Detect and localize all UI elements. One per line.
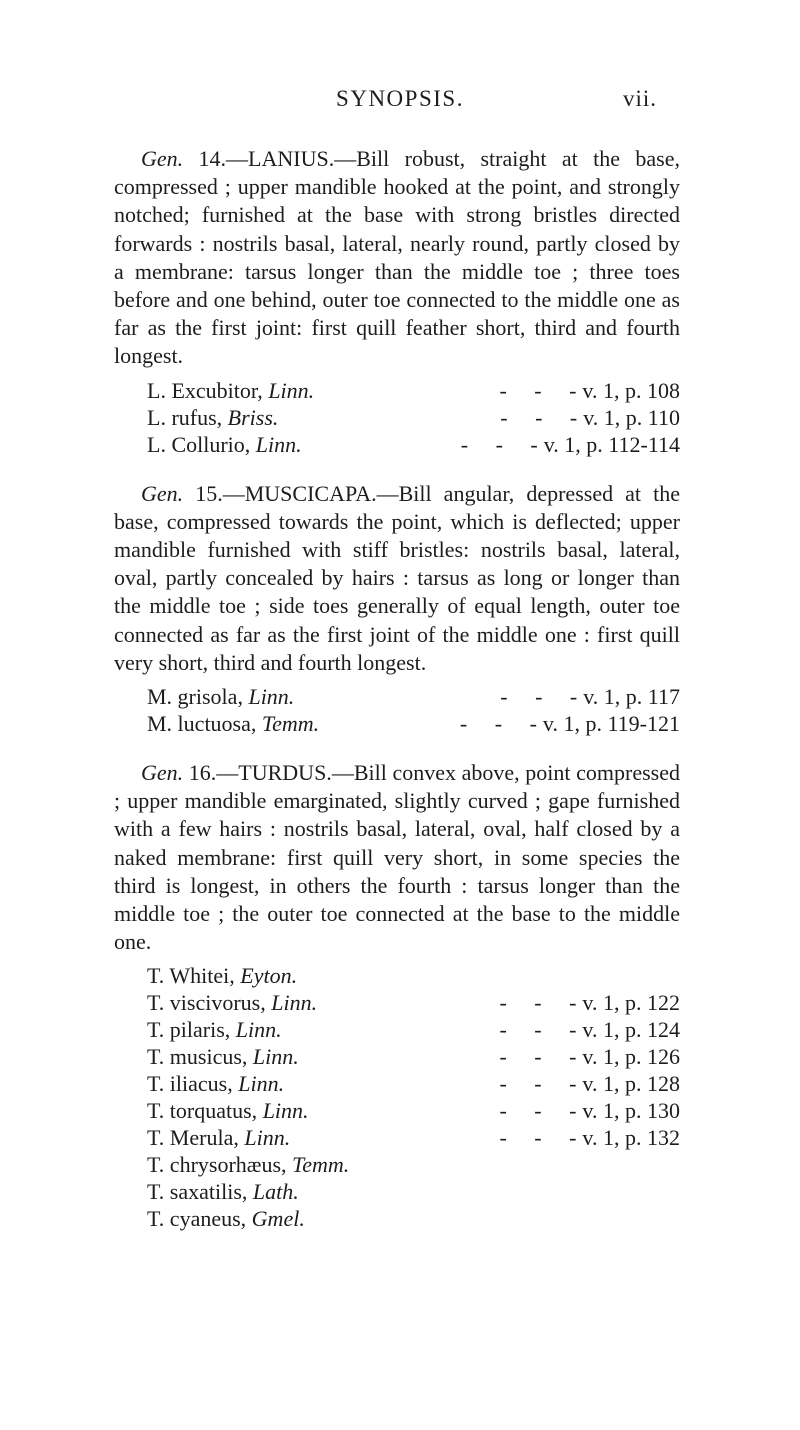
species-name: T. viscivorus, bbox=[147, 990, 266, 1016]
species-name-group bbox=[147, 431, 302, 458]
species-reference: v. 1, p. 122 bbox=[582, 990, 680, 1016]
species-name-group bbox=[147, 1124, 290, 1151]
species-leader-dashes: - - - bbox=[499, 1071, 577, 1097]
genus-number: 14. bbox=[198, 146, 227, 171]
genus-label: Gen. bbox=[141, 760, 184, 786]
page-header bbox=[0, 86, 800, 116]
species-entry bbox=[147, 1097, 680, 1124]
species-name-group bbox=[147, 404, 278, 431]
species-name: T. Merula, bbox=[147, 1125, 239, 1151]
species-name: T. chrysorhæus, bbox=[147, 1152, 287, 1178]
species-reference: v. 1, p. 128 bbox=[582, 1071, 680, 1097]
species-entry bbox=[147, 989, 680, 1016]
species-entry bbox=[147, 1178, 680, 1205]
species-name-group bbox=[147, 1070, 284, 1097]
species-author: Linn. bbox=[252, 1044, 299, 1070]
species-reference: v. 1, p. 112-114 bbox=[543, 431, 680, 457]
species-leader-dashes bbox=[305, 1205, 680, 1232]
species-list bbox=[147, 683, 680, 737]
species-leader-dashes: - - - bbox=[499, 990, 577, 1016]
species-author: Linn. bbox=[238, 1071, 285, 1097]
species-author: Linn. bbox=[244, 1125, 291, 1151]
species-author: Linn. bbox=[262, 1098, 309, 1124]
species-name-group bbox=[147, 1016, 282, 1043]
genus-text: Bill convex above, point compressed ; upper mandible emarginated, slightly curved ; gape furnished with a few hairs : nostrils basal, lateral, oval, half closed by a naked membrane: first quill very short, in some species the third is longest, in others the fourth : tarsus longer than the middle toe ; the outer toe connected at the base to the middle one. bbox=[114, 760, 680, 955]
species-entry bbox=[147, 431, 680, 458]
species-author: Linn. bbox=[255, 431, 302, 457]
species-reference: v. 1, p. 117 bbox=[583, 684, 680, 710]
species-leader-dashes: - - - bbox=[500, 404, 578, 430]
genus-section bbox=[114, 759, 680, 1232]
species-leader-dashes: - - - bbox=[500, 684, 578, 710]
species-author: Briss. bbox=[227, 404, 279, 430]
species-name-group bbox=[147, 1043, 299, 1070]
species-name: T. cyaneus, bbox=[147, 1206, 247, 1232]
species-name: T. saxatilis, bbox=[147, 1179, 248, 1205]
genus-text: Bill angular, depressed at the base, compressed towards the point, which is deflected; upper mandible furnished with stiff bristles: nostrils basal, lateral, oval, partly concealed by hairs : tarsus as long or longer than the middle toe ; side toes generally of equal length, outer toe connected as far as the first joint of the middle one : first quill very short, third and fourth longest. bbox=[114, 480, 680, 675]
species-author: Linn. bbox=[248, 684, 295, 710]
genus-description: Gen. 14.—LANIUS.—Bill robust, straight at the base, compressed ; upper mandible hooked at the point, and strongly notched; furnished at the base with strong bristles directed forwards : nostrils basal, lateral, nearly round, partly closed by a membrane: tarsus longer than the middle toe ; three toes before and one behind, outer toe connected to the middle one as far as the first joint: first quill feather short, third and fourth longest. bbox=[114, 146, 680, 369]
running-title: SYNOPSIS. bbox=[336, 86, 464, 111]
species-leader-dashes bbox=[299, 1178, 680, 1205]
species-author: Linn. bbox=[268, 377, 315, 403]
species-author: Linn. bbox=[271, 990, 318, 1016]
genus-section bbox=[114, 145, 680, 458]
species-leader-dashes: - - - bbox=[499, 1017, 577, 1043]
species-name: T. musicus, bbox=[147, 1044, 248, 1070]
species-name-group bbox=[147, 377, 314, 404]
species-leader-dashes: - - - bbox=[460, 431, 538, 457]
genus-label: Gen. bbox=[141, 480, 184, 506]
species-entry bbox=[147, 1205, 680, 1232]
species-list bbox=[147, 962, 680, 1232]
species-entry bbox=[147, 1124, 680, 1151]
species-name-group bbox=[147, 1151, 349, 1178]
genus-name: MUSCICAPA. bbox=[244, 480, 377, 506]
genus-number: 16. bbox=[188, 760, 217, 786]
species-name: T. pilaris, bbox=[147, 1017, 231, 1043]
species-name-group bbox=[147, 962, 297, 989]
species-entry bbox=[147, 683, 680, 710]
species-author: Temm. bbox=[292, 1152, 350, 1178]
species-entry bbox=[147, 1043, 680, 1070]
genus-description: Gen. 15.—MUSCICAPA.—Bill angular, depressed at the base, compressed towards the point, which is deflected; upper mandible furnished with stiff bristles: nostrils basal, lateral, oval, partly concealed by hairs : tarsus as long or longer than the middle toe ; side toes generally of equal length, outer toe connected as far as the first joint of the middle one : first quill very short, third and fourth longest. bbox=[114, 480, 680, 675]
species-author: Eyton. bbox=[240, 963, 298, 989]
genus-description: Gen. 16.—TURDUS.—Bill convex above, point compressed ; upper mandible emarginated, slightly curved ; gape furnished with a few hairs : nostrils basal, lateral, oval, half closed by a naked membrane: first quill very short, in some species the third is longest, in others the fourth : tarsus longer than the middle toe ; the outer toe connected at the base to the middle one. bbox=[114, 760, 680, 955]
species-leader-dashes: - - - bbox=[499, 1125, 577, 1151]
species-name: L. rufus, bbox=[147, 404, 223, 430]
species-leader-dashes: - - - bbox=[459, 711, 537, 737]
genus-name: LANIUS. bbox=[248, 146, 335, 171]
species-reference: v. 1, p. 110 bbox=[583, 404, 680, 430]
species-reference: v. 1, p. 126 bbox=[582, 1044, 680, 1070]
species-author: Gmel. bbox=[251, 1206, 305, 1232]
species-name: M. luctuosa, bbox=[147, 711, 257, 737]
species-list bbox=[147, 377, 680, 458]
species-reference: v. 1, p. 130 bbox=[582, 1098, 680, 1124]
species-name-group bbox=[147, 710, 319, 737]
species-name-group bbox=[147, 989, 317, 1016]
genus-label: Gen. bbox=[141, 146, 184, 171]
species-name: T. iliacus, bbox=[147, 1071, 233, 1097]
genus-name: TURDUS. bbox=[238, 760, 332, 786]
species-name: M. grisola, bbox=[147, 684, 243, 710]
species-name-group bbox=[147, 1178, 299, 1205]
species-author: Lath. bbox=[252, 1179, 299, 1205]
species-name: T. Whitei, bbox=[147, 963, 235, 989]
species-entry bbox=[147, 1016, 680, 1043]
species-name-group bbox=[147, 1097, 309, 1124]
species-name-group bbox=[147, 683, 294, 710]
species-leader-dashes bbox=[297, 962, 680, 989]
species-leader-dashes bbox=[349, 1151, 680, 1178]
genus-section bbox=[114, 480, 680, 737]
species-leader-dashes: - - - bbox=[499, 1098, 577, 1124]
species-name: T. torquatus, bbox=[147, 1098, 258, 1124]
species-name: L. Collurio, bbox=[147, 431, 251, 457]
species-entry bbox=[147, 1151, 680, 1178]
species-author: Linn. bbox=[235, 1017, 282, 1043]
genus-number: 15. bbox=[195, 480, 223, 506]
species-reference: v. 1, p. 132 bbox=[582, 1125, 680, 1151]
species-name-group bbox=[147, 1205, 305, 1232]
species-entry bbox=[147, 710, 680, 737]
genus-text: Bill robust, straight at the base, compressed ; upper mandible hooked at the point, and strongly notched; furnished at the base with strong bristles directed forwards : nostrils basal, lateral, nearly round, partly closed by a membrane: tarsus longer than the middle toe ; three toes before and one behind, outer toe connected to the middle one as far as the first joint: first quill feather short, third and fourth longest. bbox=[114, 146, 680, 369]
species-entry bbox=[147, 404, 680, 431]
species-author: Temm. bbox=[261, 711, 320, 737]
species-leader-dashes: - - - bbox=[499, 377, 577, 403]
species-entry bbox=[147, 962, 680, 989]
species-name: L. Excubitor, bbox=[147, 377, 263, 403]
species-reference: v. 1, p. 108 bbox=[582, 377, 680, 403]
page-content bbox=[114, 145, 680, 1232]
species-leader-dashes: - - - bbox=[499, 1044, 577, 1070]
species-reference: v. 1, p. 124 bbox=[582, 1017, 680, 1043]
species-entry bbox=[147, 377, 680, 404]
species-entry bbox=[147, 1070, 680, 1097]
species-reference: v. 1, p. 119-121 bbox=[542, 711, 680, 737]
page-number: vii. bbox=[622, 86, 657, 111]
